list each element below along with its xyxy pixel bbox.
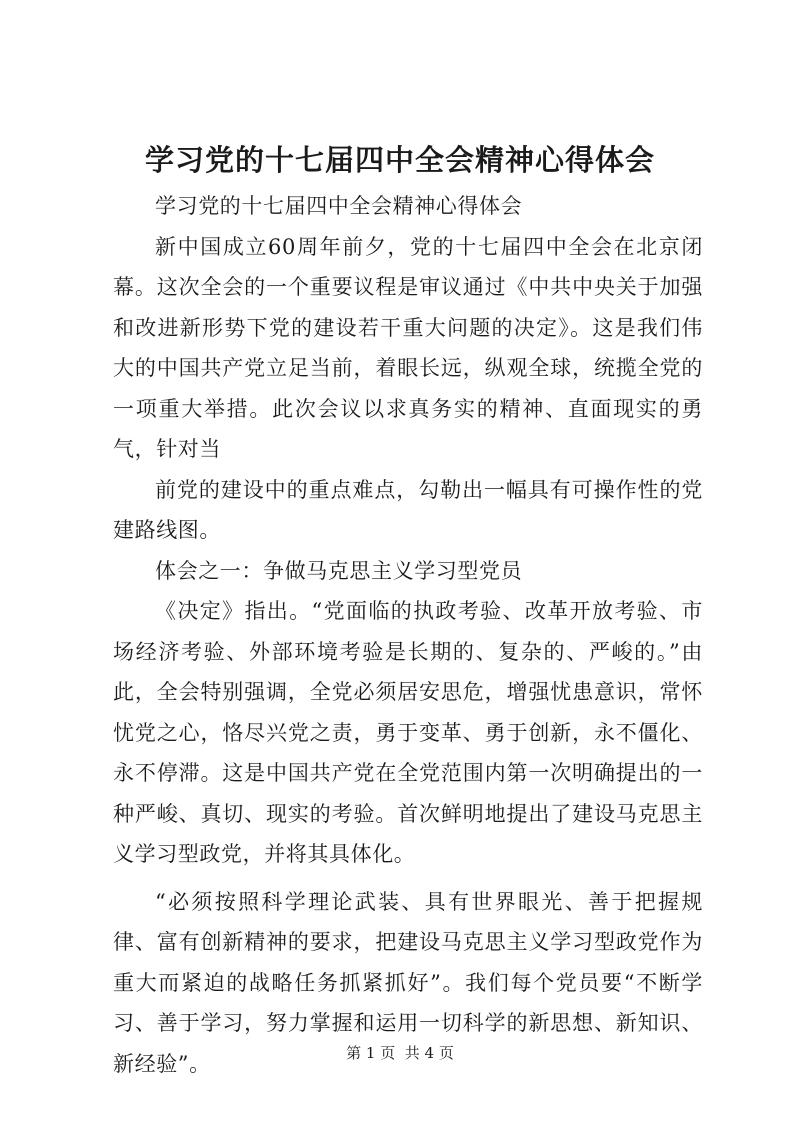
paragraph-intro: 新中国成立60周年前夕，党的十七届四中全会在北京闭幕。这次全会的一个重要议程是审议通过《中共中央关于加强和改进新形势下党的建设若干重大问题的决定》。这是我们伟大的中国共产党立足当前，着眼长远，纵观全球，统揽全党的一项重大举措。此次会议以求真务实的精神、直面现实的勇气，针对当 [113,234,703,461]
page-footer [0,1043,800,1063]
section-heading: 体会之一：争做马克思主义学习型党员 [155,558,523,583]
paragraph-subtitle: 学习党的十七届四中全会精神心得体会 [155,194,523,218]
page-number: 第 1 页 共 4 页 [346,1044,454,1062]
document-title: 学习党的十七届四中全会精神心得体会 [144,143,655,177]
document-body [113,186,703,1084]
paragraph-intro-continued: 前党的建设中的重点难点，勾勒出一幅具有可操作性的党建路线图。 [113,477,703,542]
paragraph-decision: 《决定》指出。“党面临的执政考验、改革开放考验、市场经济考验、外部环境考验是长期的、复杂的、严峻的。”由此，全会特别强调，全党必须居安思危，增强忧患意识，常怀忧党之心，恪尽兴党之责，勇于变革、勇于创新，永不僵化、永不停滞。这是中国共产党在全党范围内第一次明确提出的一种严峻、真切、现实的考验。首次鲜明地提出了建设马克思主义学习型政党，并将其具体化。 [113,599,703,866]
paragraph-quote: “必须按照科学理论武装、具有世界眼光、善于把握规律、富有创新精神的要求，把建设马克思主义学习型政党作为重大而紧迫的战略任务抓紧抓好”。我们每个党员要“不断学习、善于学习，努力掌握和运用一切科学的新思想、新知识、新经验”。 [113,889,703,1076]
